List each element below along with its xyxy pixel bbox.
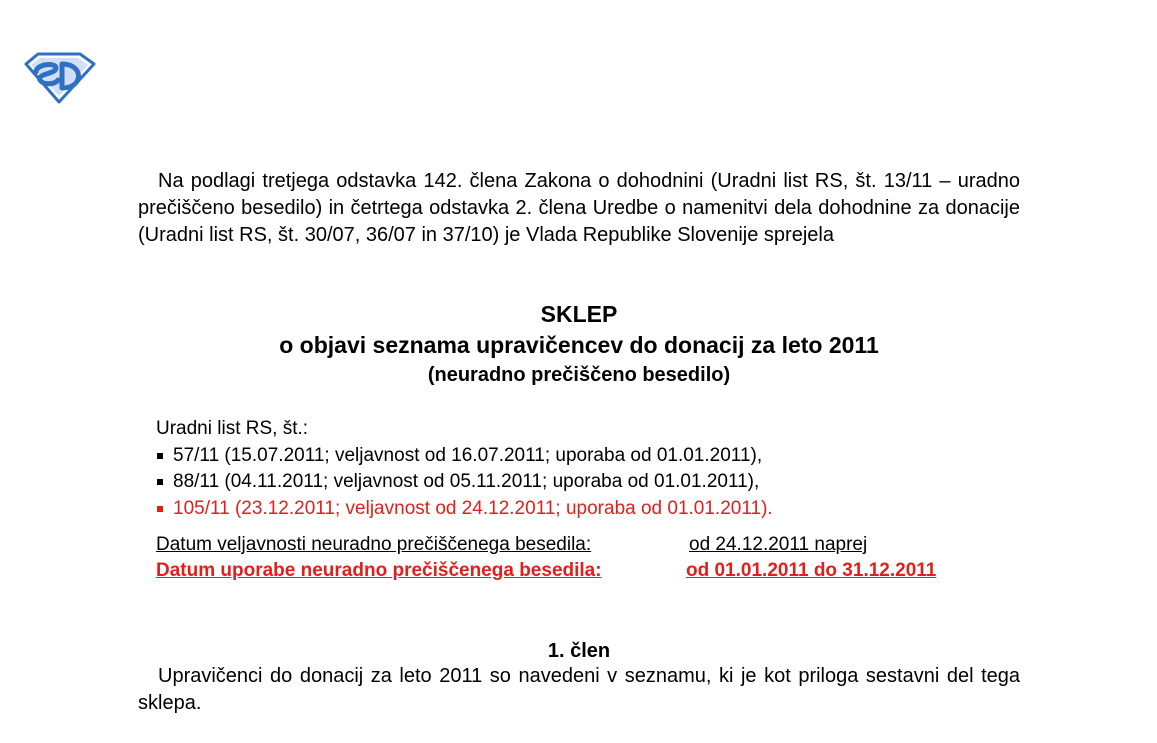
gazette-entry-text: 88/11 (04.11.2011; veljavnost od 05.11.2011; uporaba od 01.01.2011), [173,471,760,492]
gazette-entry-text: 105/11 (23.12.2011; veljavnost od 24.12.2011; uporaba od 01.01.2011). [173,497,773,519]
article-title: 1. člen [547,640,611,662]
bullet-icon [157,479,163,485]
gazette-entry-highlighted [156,496,1016,523]
document-title: SKLEP [540,301,618,327]
article-text: Upravičenci do donacij za leto 2011 so navedeni v seznamu, ki je kot priloga sestavni del tega sklepa. [138,665,1020,714]
bullet-icon [157,506,163,512]
gazette-references [156,416,1016,522]
usage-date-value: od 01.01.2011 do 31.12.2011 [686,560,937,581]
usage-date-label: Datum uporabe neuradno prečiščenega besedila: [156,560,602,581]
intro-paragraph: Na podlagi tretjega odstavka 142. člena Zakona o dohodnini (Uradni list RS, št. 13/11 – uradno prečiščeno besedilo) in četrtega odstavka 2. člena Uredbe o namenitvi dela dohodnine za donacije (Uradni list RS, št. 30/07, 36/07 in 37/10) je Vlada Republike Slovenije sprejela [138,170,1020,246]
gazette-list [156,443,1016,523]
document-subtitle: o objavi seznama upravičencev do donacij za leto 2011 [279,332,879,358]
logo [22,50,96,104]
validity-date-row [156,532,936,558]
gazette-entry [156,469,1016,496]
validity-date-value: od 24.12.2011 naprej [689,534,868,555]
document-note: (neuradno prečiščeno besedilo) [427,364,731,386]
bullet-icon [157,453,163,459]
document-title-block [138,298,1020,389]
gazette-entry-text: 57/11 (15.07.2011; veljavnost od 16.07.2011; uporaba od 01.01.2011), [173,444,763,466]
gazette-label: Uradni list RS, št.: [156,418,309,439]
usage-date-row [156,558,936,584]
validity-date-label: Datum veljavnosti neuradno prečiščenega besedila: [156,534,592,555]
gazette-entry [156,443,1016,470]
dates-block [156,532,936,584]
shield-logo-icon [22,50,96,104]
